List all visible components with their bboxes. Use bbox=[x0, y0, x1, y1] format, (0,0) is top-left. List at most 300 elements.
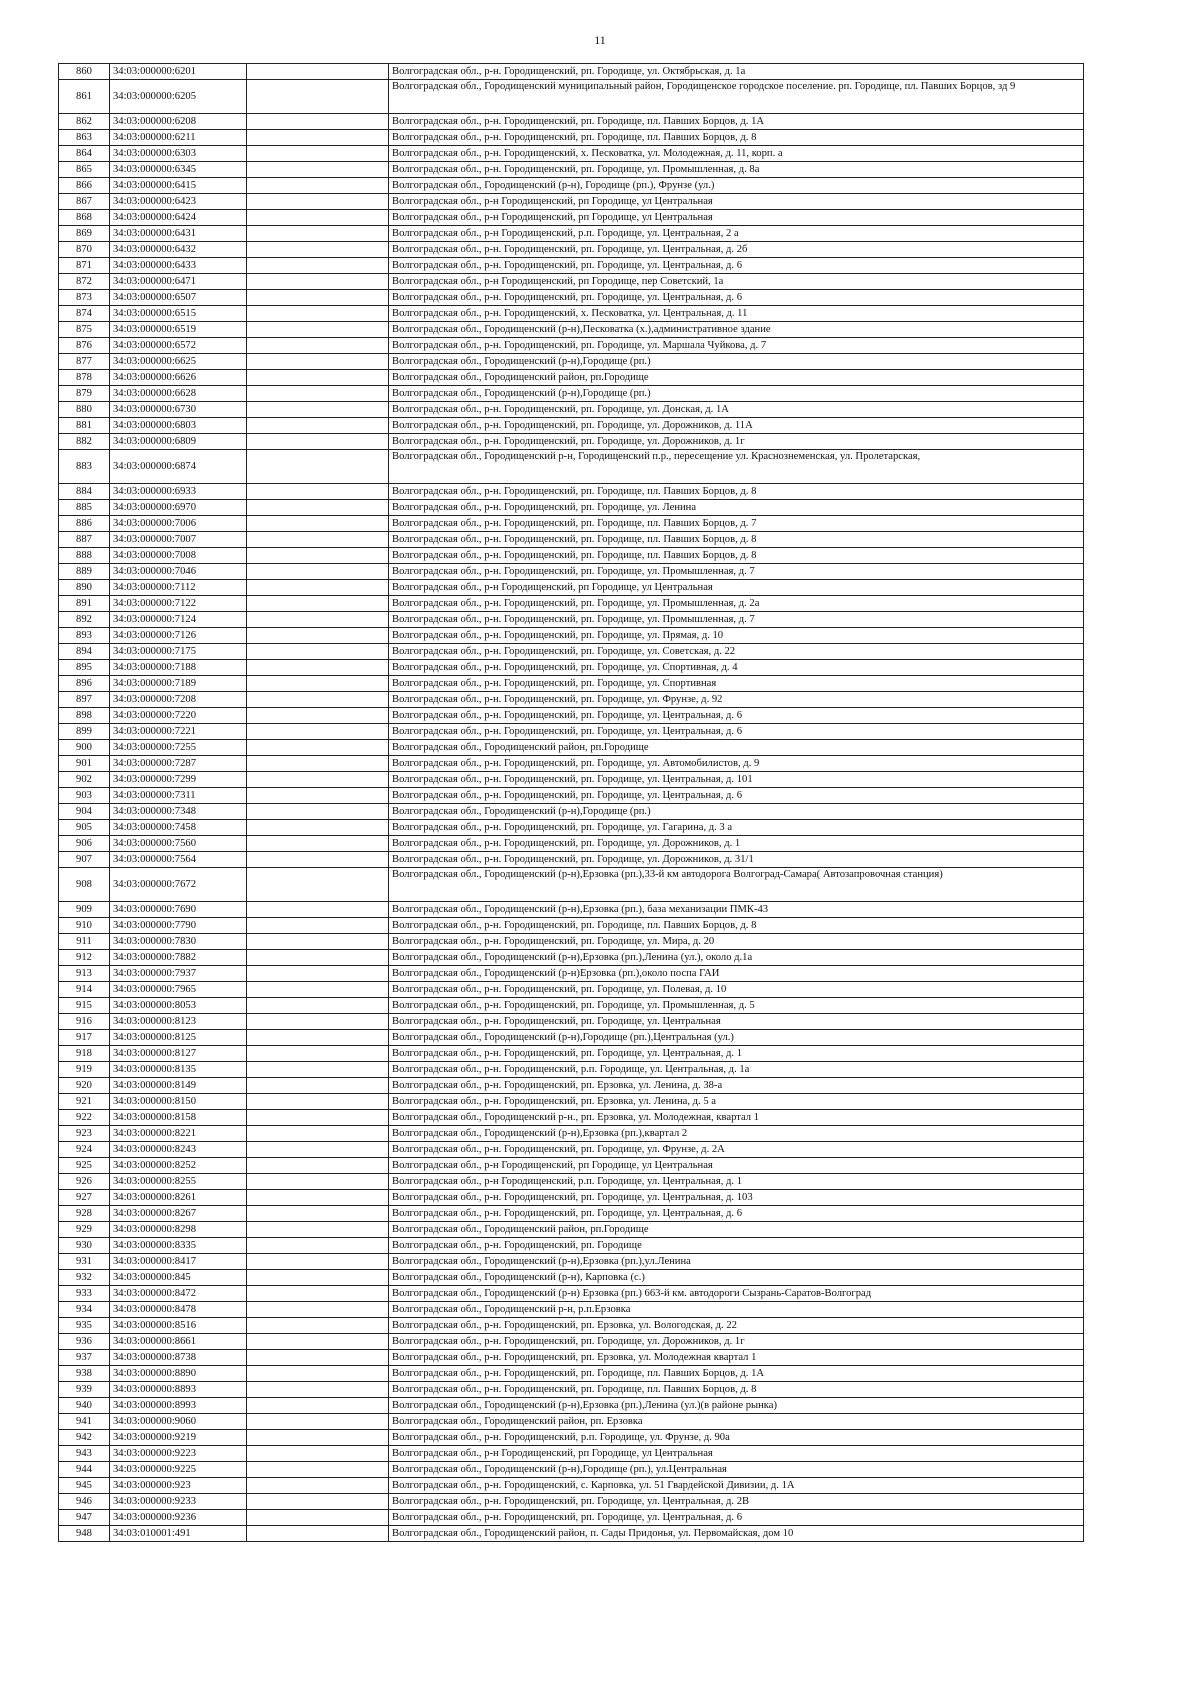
empty-cell bbox=[247, 1366, 389, 1382]
cadastral-number-cell: 34:03:000000:6626 bbox=[110, 370, 247, 386]
empty-cell bbox=[247, 1238, 389, 1254]
address-cell: Волгоградская обл., Городищенский (р-н), Городище (рп.), Фрунзе (ул.) bbox=[389, 178, 1084, 194]
cadastral-number-cell: 34:03:000000:8261 bbox=[110, 1190, 247, 1206]
cadastral-number-cell: 34:03:000000:8125 bbox=[110, 1030, 247, 1046]
empty-cell bbox=[247, 450, 389, 484]
cadastral-number-cell: 34:03:000000:8135 bbox=[110, 1062, 247, 1078]
table-row bbox=[59, 1494, 1084, 1510]
address-cell: Волгоградская обл., р-н. Городищенский, рп. Городище, пл. Павших Борцов, д. 8 bbox=[389, 918, 1084, 934]
table-row bbox=[59, 210, 1084, 226]
table-row bbox=[59, 1430, 1084, 1446]
cadastral-number-cell: 34:03:000000:6809 bbox=[110, 434, 247, 450]
address-cell: Волгоградская обл., р-н. Городищенский, рп. Городище, ул. Центральная, д. 6 bbox=[389, 258, 1084, 274]
empty-cell bbox=[247, 836, 389, 852]
row-number-cell: 915 bbox=[59, 998, 110, 1014]
cadastral-number-cell: 34:03:000000:8158 bbox=[110, 1110, 247, 1126]
address-cell: Волгоградская обл., р-н. Городищенский, рп. Городище, ул. Промышленная, д. 7 bbox=[389, 612, 1084, 628]
address-cell: Волгоградская обл., р-н. Городищенский, рп. Ерзовка, ул. Ленина, д. 38-а bbox=[389, 1078, 1084, 1094]
row-number-cell: 922 bbox=[59, 1110, 110, 1126]
cadastral-number-cell: 34:03:000000:923 bbox=[110, 1478, 247, 1494]
address-cell: Волгоградская обл., Городищенский (р-н) Ерзовка (рп.) 663-й км. автодороги Сызрань-Саратов-Волгоград bbox=[389, 1286, 1084, 1302]
cadastral-number-cell: 34:03:000000:9236 bbox=[110, 1510, 247, 1526]
cadastral-number-cell: 34:03:000000:8267 bbox=[110, 1206, 247, 1222]
empty-cell bbox=[247, 772, 389, 788]
table-row bbox=[59, 130, 1084, 146]
row-number-cell: 938 bbox=[59, 1366, 110, 1382]
table-row bbox=[59, 740, 1084, 756]
address-cell: Волгоградская обл., Городищенский (р-н),Ерзовка (рп.),Ленина (ул.)(в районе рынка) bbox=[389, 1398, 1084, 1414]
row-number-cell: 899 bbox=[59, 724, 110, 740]
cadastral-number-cell: 34:03:000000:7220 bbox=[110, 708, 247, 724]
cadastral-number-cell: 34:03:000000:7175 bbox=[110, 644, 247, 660]
row-number-cell: 943 bbox=[59, 1446, 110, 1462]
table-row bbox=[59, 836, 1084, 852]
address-cell: Волгоградская обл., р-н. Городищенский, х. Песковатка, ул. Молодежная, д. 11, корп. а bbox=[389, 146, 1084, 162]
empty-cell bbox=[247, 612, 389, 628]
address-cell: Волгоградская обл., Городищенский (р-н),Ерзовка (рп.),Ленина (ул.), около д.1а bbox=[389, 950, 1084, 966]
row-number-cell: 911 bbox=[59, 934, 110, 950]
empty-cell bbox=[247, 1478, 389, 1494]
cadastral-number-cell: 34:03:000000:7690 bbox=[110, 902, 247, 918]
address-cell: Волгоградская обл., р-н. Городищенский, рп. Городище, ул. Центральная, д. 6 bbox=[389, 1206, 1084, 1222]
table-row bbox=[59, 982, 1084, 998]
empty-cell bbox=[247, 1302, 389, 1318]
empty-cell bbox=[247, 1062, 389, 1078]
table-row bbox=[59, 162, 1084, 178]
row-number-cell: 879 bbox=[59, 386, 110, 402]
address-cell: Волгоградская обл., р-н. Городищенский, рп. Городище, ул. Прямая, д. 10 bbox=[389, 628, 1084, 644]
address-cell: Волгоградская обл., р-н. Городищенский, рп. Городище, ул. Дорожников, д. 11А bbox=[389, 418, 1084, 434]
row-number-cell: 931 bbox=[59, 1254, 110, 1270]
table-row bbox=[59, 966, 1084, 982]
row-number-cell: 887 bbox=[59, 532, 110, 548]
empty-cell bbox=[247, 692, 389, 708]
table-row bbox=[59, 1526, 1084, 1542]
table-row bbox=[59, 676, 1084, 692]
table-row bbox=[59, 1254, 1084, 1270]
table-row bbox=[59, 1446, 1084, 1462]
cadastral-number-cell: 34:03:000000:6730 bbox=[110, 402, 247, 418]
row-number-cell: 947 bbox=[59, 1510, 110, 1526]
cadastral-number-cell: 34:03:000000:8738 bbox=[110, 1350, 247, 1366]
empty-cell bbox=[247, 580, 389, 596]
address-cell: Волгоградская обл., Городищенский район, рп.Городище bbox=[389, 1222, 1084, 1238]
empty-cell bbox=[247, 1414, 389, 1430]
empty-cell bbox=[247, 1334, 389, 1350]
address-cell: Волгоградская обл., р-н. Городищенский, рп. Городище, ул. Фрунзе, д. 92 bbox=[389, 692, 1084, 708]
row-number-cell: 883 bbox=[59, 450, 110, 484]
cadastral-number-cell: 34:03:000000:8478 bbox=[110, 1302, 247, 1318]
address-cell: Волгоградская обл., Городищенский район, п. Сады Придонья, ул. Первомайская, дом 10 bbox=[389, 1526, 1084, 1542]
row-number-cell: 919 bbox=[59, 1062, 110, 1078]
cadastral-number-cell: 34:03:000000:6803 bbox=[110, 418, 247, 434]
empty-cell bbox=[247, 1446, 389, 1462]
cadastral-number-cell: 34:03:000000:7672 bbox=[110, 868, 247, 902]
cadastral-number-cell: 34:03:000000:8127 bbox=[110, 1046, 247, 1062]
address-cell: Волгоградская обл., Городищенский р-н, р.п.Ерзовка bbox=[389, 1302, 1084, 1318]
cadastral-number-cell: 34:03:000000:6628 bbox=[110, 386, 247, 402]
table-row bbox=[59, 178, 1084, 194]
empty-cell bbox=[247, 1270, 389, 1286]
table-row bbox=[59, 434, 1084, 450]
empty-cell bbox=[247, 1206, 389, 1222]
cadastral-number-cell: 34:03:000000:6874 bbox=[110, 450, 247, 484]
address-cell: Волгоградская обл., р-н. Городищенский, рп. Городище, ул. Центральная, д. 103 bbox=[389, 1190, 1084, 1206]
address-cell: Волгоградская обл., р-н. Городищенский, рп. Городище, ул. Фрунзе, д. 2А bbox=[389, 1142, 1084, 1158]
address-cell: Волгоградская обл., р-н. Городищенский, р.п. Городище, ул. Фрунзе, д. 90а bbox=[389, 1430, 1084, 1446]
empty-cell bbox=[247, 226, 389, 242]
address-cell: Волгоградская обл., Городищенский (р-н),Ерзовка (рп.), база механизации ПМК-43 bbox=[389, 902, 1084, 918]
row-number-cell: 934 bbox=[59, 1302, 110, 1318]
empty-cell bbox=[247, 258, 389, 274]
cadastral-number-cell: 34:03:000000:8255 bbox=[110, 1174, 247, 1190]
row-number-cell: 923 bbox=[59, 1126, 110, 1142]
cadastral-number-cell: 34:03:000000:7124 bbox=[110, 612, 247, 628]
cadastral-number-cell: 34:03:000000:6933 bbox=[110, 484, 247, 500]
address-cell: Волгоградская обл., р-н. Городищенский, рп. Городище, ул. Промышленная, д. 5 bbox=[389, 998, 1084, 1014]
row-number-cell: 864 bbox=[59, 146, 110, 162]
empty-cell bbox=[247, 1142, 389, 1158]
row-number-cell: 870 bbox=[59, 242, 110, 258]
row-number-cell: 940 bbox=[59, 1398, 110, 1414]
address-cell: Волгоградская обл., р-н. Городищенский, х. Песковатка, ул. Центральная, д. 11 bbox=[389, 306, 1084, 322]
address-cell: Волгоградская обл., р-н. Городищенский, рп. Городище, ул. Центральная, д. 6 bbox=[389, 724, 1084, 740]
cadastral-number-cell: 34:03:000000:8298 bbox=[110, 1222, 247, 1238]
cadastral-number-cell: 34:03:000000:7882 bbox=[110, 950, 247, 966]
table-row bbox=[59, 950, 1084, 966]
address-cell: Волгоградская обл., р-н. Городищенский, рп. Городище, ул. Дорожников, д. 1 bbox=[389, 836, 1084, 852]
cadastral-number-cell: 34:03:000000:6205 bbox=[110, 80, 247, 114]
empty-cell bbox=[247, 1158, 389, 1174]
table-row bbox=[59, 1222, 1084, 1238]
empty-cell bbox=[247, 194, 389, 210]
table-row bbox=[59, 1398, 1084, 1414]
table-row bbox=[59, 1350, 1084, 1366]
cadastral-number-cell: 34:03:000000:8252 bbox=[110, 1158, 247, 1174]
address-cell: Волгоградская обл., р-н. Городищенский, рп. Городище, ул. Полевая, д. 10 bbox=[389, 982, 1084, 998]
row-number-cell: 897 bbox=[59, 692, 110, 708]
row-number-cell: 906 bbox=[59, 836, 110, 852]
empty-cell bbox=[247, 724, 389, 740]
table-row bbox=[59, 64, 1084, 80]
table-row bbox=[59, 1190, 1084, 1206]
table-row bbox=[59, 1414, 1084, 1430]
table-row bbox=[59, 258, 1084, 274]
row-number-cell: 902 bbox=[59, 772, 110, 788]
row-number-cell: 925 bbox=[59, 1158, 110, 1174]
address-cell: Волгоградская обл., р-н Городищенский, рп Городище, ул Центральная bbox=[389, 194, 1084, 210]
empty-cell bbox=[247, 628, 389, 644]
row-number-cell: 907 bbox=[59, 852, 110, 868]
address-cell: Волгоградская обл., Городищенский район, рп.Городище bbox=[389, 740, 1084, 756]
cadastral-number-cell: 34:03:000000:7299 bbox=[110, 772, 247, 788]
cadastral-number-cell: 34:03:000000:7188 bbox=[110, 660, 247, 676]
cadastral-number-cell: 34:03:000000:7046 bbox=[110, 564, 247, 580]
cadastral-number-cell: 34:03:000000:6519 bbox=[110, 322, 247, 338]
row-number-cell: 894 bbox=[59, 644, 110, 660]
cadastral-number-cell: 34:03:000000:6431 bbox=[110, 226, 247, 242]
table-row bbox=[59, 644, 1084, 660]
empty-cell bbox=[247, 370, 389, 386]
empty-cell bbox=[247, 1190, 389, 1206]
row-number-cell: 924 bbox=[59, 1142, 110, 1158]
table-row bbox=[59, 500, 1084, 516]
address-cell: Волгоградская обл., Городищенский (р-н),Городище (рп.),Центральная (ул.) bbox=[389, 1030, 1084, 1046]
empty-cell bbox=[247, 434, 389, 450]
cadastral-number-cell: 34:03:000000:6572 bbox=[110, 338, 247, 354]
empty-cell bbox=[247, 146, 389, 162]
row-number-cell: 909 bbox=[59, 902, 110, 918]
table-row bbox=[59, 788, 1084, 804]
table-row bbox=[59, 1174, 1084, 1190]
empty-cell bbox=[247, 1174, 389, 1190]
row-number-cell: 920 bbox=[59, 1078, 110, 1094]
cadastral-number-cell: 34:03:000000:7311 bbox=[110, 788, 247, 804]
cadastral-number-cell: 34:03:010001:491 bbox=[110, 1526, 247, 1542]
cadastral-number-cell: 34:03:000000:7564 bbox=[110, 852, 247, 868]
address-cell: Волгоградская обл., р-н. Городищенский, с. Карповка, ул. 51 Гвардейской Дивизии, д. 1А bbox=[389, 1478, 1084, 1494]
empty-cell bbox=[247, 660, 389, 676]
cadastral-number-cell: 34:03:000000:8890 bbox=[110, 1366, 247, 1382]
row-number-cell: 867 bbox=[59, 194, 110, 210]
table-row bbox=[59, 1270, 1084, 1286]
address-cell: Волгоградская обл., Городищенский (р-н),Городище (рп.) bbox=[389, 804, 1084, 820]
table-row bbox=[59, 868, 1084, 902]
empty-cell bbox=[247, 402, 389, 418]
empty-cell bbox=[247, 306, 389, 322]
row-number-cell: 930 bbox=[59, 1238, 110, 1254]
row-number-cell: 884 bbox=[59, 484, 110, 500]
address-cell: Волгоградская обл., р-н. Городищенский, рп. Городище, пл. Павших Борцов, д. 8 bbox=[389, 130, 1084, 146]
address-cell: Волгоградская обл., р-н. Городищенский, рп. Городище, ул. Промышленная, д. 2а bbox=[389, 596, 1084, 612]
table-row bbox=[59, 1286, 1084, 1302]
table-row bbox=[59, 484, 1084, 500]
cadastral-number-cell: 34:03:000000:6424 bbox=[110, 210, 247, 226]
table-row bbox=[59, 1062, 1084, 1078]
table-row bbox=[59, 628, 1084, 644]
cadastral-number-cell: 34:03:000000:8150 bbox=[110, 1094, 247, 1110]
address-cell: Волгоградская обл., р-н Городищенский, рп Городище, пер Советский, 1а bbox=[389, 274, 1084, 290]
table-row bbox=[59, 532, 1084, 548]
cadastral-number-cell: 34:03:000000:7790 bbox=[110, 918, 247, 934]
empty-cell bbox=[247, 918, 389, 934]
cadastral-number-cell: 34:03:000000:7006 bbox=[110, 516, 247, 532]
empty-cell bbox=[247, 532, 389, 548]
cadastral-number-cell: 34:03:000000:8472 bbox=[110, 1286, 247, 1302]
row-number-cell: 921 bbox=[59, 1094, 110, 1110]
empty-cell bbox=[247, 820, 389, 836]
cadastral-number-cell: 34:03:000000:8661 bbox=[110, 1334, 247, 1350]
row-number-cell: 869 bbox=[59, 226, 110, 242]
row-number-cell: 898 bbox=[59, 708, 110, 724]
empty-cell bbox=[247, 1350, 389, 1366]
table-row bbox=[59, 1238, 1084, 1254]
empty-cell bbox=[247, 1222, 389, 1238]
address-cell: Волгоградская обл., р-н. Городищенский, рп. Городище, ул. Дорожников, д. 31/1 bbox=[389, 852, 1084, 868]
table-row bbox=[59, 1318, 1084, 1334]
row-number-cell: 905 bbox=[59, 820, 110, 836]
address-cell: Волгоградская обл., р-н. Городищенский, рп. Городище, ул. Центральная bbox=[389, 1014, 1084, 1030]
row-number-cell: 862 bbox=[59, 114, 110, 130]
empty-cell bbox=[247, 386, 389, 402]
address-cell: Волгоградская обл., р-н. Городищенский, рп. Городище, пл. Павших Борцов, д. 1А bbox=[389, 114, 1084, 130]
address-cell: Волгоградская обл., р-н. Городищенский, рп. Городище, ул. Промышленная, д. 8а bbox=[389, 162, 1084, 178]
table-row bbox=[59, 1158, 1084, 1174]
table-row bbox=[59, 820, 1084, 836]
address-cell: Волгоградская обл., р-н. Городищенский, рп. Городище, ул. Центральная, д. 6 bbox=[389, 708, 1084, 724]
empty-cell bbox=[247, 1286, 389, 1302]
address-cell: Волгоградская обл., Городищенский (р-н),Ерзовка (рп.),ул.Ленина bbox=[389, 1254, 1084, 1270]
address-cell: Волгоградская обл., Городищенский район, рп.Городище bbox=[389, 370, 1084, 386]
empty-cell bbox=[247, 788, 389, 804]
table-row bbox=[59, 1046, 1084, 1062]
cadastral-number-cell: 34:03:000000:8053 bbox=[110, 998, 247, 1014]
row-number-cell: 944 bbox=[59, 1462, 110, 1478]
table-row bbox=[59, 1510, 1084, 1526]
row-number-cell: 929 bbox=[59, 1222, 110, 1238]
row-number-cell: 914 bbox=[59, 982, 110, 998]
table-row bbox=[59, 1206, 1084, 1222]
empty-cell bbox=[247, 950, 389, 966]
empty-cell bbox=[247, 80, 389, 114]
cadastral-number-cell: 34:03:000000:6208 bbox=[110, 114, 247, 130]
cadastral-number-cell: 34:03:000000:8243 bbox=[110, 1142, 247, 1158]
empty-cell bbox=[247, 868, 389, 902]
table-row bbox=[59, 724, 1084, 740]
cadastral-number-cell: 34:03:000000:7221 bbox=[110, 724, 247, 740]
cadastral-number-cell: 34:03:000000:7287 bbox=[110, 756, 247, 772]
row-number-cell: 878 bbox=[59, 370, 110, 386]
table-row bbox=[59, 1462, 1084, 1478]
table-row bbox=[59, 242, 1084, 258]
row-number-cell: 908 bbox=[59, 868, 110, 902]
cadastral-number-cell: 34:03:000000:9219 bbox=[110, 1430, 247, 1446]
row-number-cell: 876 bbox=[59, 338, 110, 354]
row-number-cell: 913 bbox=[59, 966, 110, 982]
table-row bbox=[59, 1094, 1084, 1110]
table-row bbox=[59, 548, 1084, 564]
table-row bbox=[59, 1366, 1084, 1382]
empty-cell bbox=[247, 708, 389, 724]
row-number-cell: 927 bbox=[59, 1190, 110, 1206]
table-row bbox=[59, 1030, 1084, 1046]
row-number-cell: 933 bbox=[59, 1286, 110, 1302]
empty-cell bbox=[247, 1110, 389, 1126]
empty-cell bbox=[247, 322, 389, 338]
address-cell: Волгоградская обл., р-н Городищенский, рп Городище, ул Центральная bbox=[389, 210, 1084, 226]
address-cell: Волгоградская обл., р-н. Городищенский, рп. Городище, пл. Павших Борцов, д. 7 bbox=[389, 516, 1084, 532]
row-number-cell: 945 bbox=[59, 1478, 110, 1494]
empty-cell bbox=[247, 210, 389, 226]
cadastral-number-cell: 34:03:000000:6507 bbox=[110, 290, 247, 306]
cadastral-number-cell: 34:03:000000:8149 bbox=[110, 1078, 247, 1094]
address-cell: Волгоградская обл., р-н. Городищенский, рп. Городище, ул. Центральная, д. 2В bbox=[389, 1494, 1084, 1510]
cadastral-number-cell: 34:03:000000:6625 bbox=[110, 354, 247, 370]
table-row bbox=[59, 902, 1084, 918]
address-cell: Волгоградская обл., Городищенский район, рп. Ерзовка bbox=[389, 1414, 1084, 1430]
empty-cell bbox=[247, 1494, 389, 1510]
row-number-cell: 886 bbox=[59, 516, 110, 532]
empty-cell bbox=[247, 1094, 389, 1110]
empty-cell bbox=[247, 1046, 389, 1062]
address-cell: Волгоградская обл., р-н. Городищенский, рп. Городище, ул. Гагарина, д. 3 а bbox=[389, 820, 1084, 836]
empty-cell bbox=[247, 804, 389, 820]
table-row bbox=[59, 1382, 1084, 1398]
row-number-cell: 918 bbox=[59, 1046, 110, 1062]
cadastral-number-cell: 34:03:000000:7122 bbox=[110, 596, 247, 612]
table-row bbox=[59, 322, 1084, 338]
cadastral-number-cell: 34:03:000000:7937 bbox=[110, 966, 247, 982]
empty-cell bbox=[247, 242, 389, 258]
row-number-cell: 865 bbox=[59, 162, 110, 178]
address-cell: Волгоградская обл., Городищенский р-н., рп. Ерзовка, ул. Молодежная, квартал 1 bbox=[389, 1110, 1084, 1126]
cadastral-number-cell: 34:03:000000:9225 bbox=[110, 1462, 247, 1478]
table-row bbox=[59, 354, 1084, 370]
row-number-cell: 881 bbox=[59, 418, 110, 434]
address-cell: Волгоградская обл., р-н. Городищенский, рп. Городище, ул. Дорожников, д. 1г bbox=[389, 434, 1084, 450]
row-number-cell: 872 bbox=[59, 274, 110, 290]
row-number-cell: 896 bbox=[59, 676, 110, 692]
table-row bbox=[59, 756, 1084, 772]
cadastral-number-cell: 34:03:000000:7560 bbox=[110, 836, 247, 852]
address-cell: Волгоградская обл., Городищенский р-н, Городищенский п.р., пересещение ул. Краснознеменская, ул. Пролетарская, bbox=[389, 450, 1084, 484]
empty-cell bbox=[247, 1526, 389, 1542]
row-number-cell: 935 bbox=[59, 1318, 110, 1334]
empty-cell bbox=[247, 162, 389, 178]
address-cell: Волгоградская обл., Городищенский (р-н),Городище (рп.), ул.Центральная bbox=[389, 1462, 1084, 1478]
address-cell: Волгоградская обл., р-н. Городищенский, рп. Городище, ул. Советская, д. 22 bbox=[389, 644, 1084, 660]
empty-cell bbox=[247, 130, 389, 146]
row-number-cell: 890 bbox=[59, 580, 110, 596]
address-cell: Волгоградская обл., Городищенский (р-н), Карповка (с.) bbox=[389, 1270, 1084, 1286]
address-cell: Волгоградская обл., р-н. Городищенский, рп. Городище, пл. Павших Борцов, д. 8 bbox=[389, 484, 1084, 500]
row-number-cell: 866 bbox=[59, 178, 110, 194]
table-row bbox=[59, 804, 1084, 820]
table-row bbox=[59, 612, 1084, 628]
row-number-cell: 939 bbox=[59, 1382, 110, 1398]
table-row bbox=[59, 274, 1084, 290]
table-row bbox=[59, 450, 1084, 484]
row-number-cell: 912 bbox=[59, 950, 110, 966]
row-number-cell: 942 bbox=[59, 1430, 110, 1446]
row-number-cell: 891 bbox=[59, 596, 110, 612]
address-cell: Волгоградская обл., р-н. Городищенский, рп. Городище, ул. Ленина bbox=[389, 500, 1084, 516]
cadastral-number-cell: 34:03:000000:8335 bbox=[110, 1238, 247, 1254]
empty-cell bbox=[247, 966, 389, 982]
table-row bbox=[59, 370, 1084, 386]
cadastral-number-cell: 34:03:000000:6471 bbox=[110, 274, 247, 290]
row-number-cell: 895 bbox=[59, 660, 110, 676]
row-number-cell: 946 bbox=[59, 1494, 110, 1510]
cadastral-number-cell: 34:03:000000:6211 bbox=[110, 130, 247, 146]
table-row bbox=[59, 146, 1084, 162]
empty-cell bbox=[247, 1078, 389, 1094]
table-row bbox=[59, 1478, 1084, 1494]
address-cell: Волгоградская обл., р-н. Городищенский, рп. Городище, пл. Павших Борцов, д. 1А bbox=[389, 1366, 1084, 1382]
cadastral-number-cell: 34:03:000000:9060 bbox=[110, 1414, 247, 1430]
empty-cell bbox=[247, 274, 389, 290]
row-number-cell: 877 bbox=[59, 354, 110, 370]
row-number-cell: 928 bbox=[59, 1206, 110, 1222]
table-row bbox=[59, 338, 1084, 354]
empty-cell bbox=[247, 596, 389, 612]
cadastral-number-cell: 34:03:000000:7112 bbox=[110, 580, 247, 596]
empty-cell bbox=[247, 1030, 389, 1046]
table-row bbox=[59, 1014, 1084, 1030]
address-cell: Волгоградская обл., р-н. Городищенский, рп. Городище bbox=[389, 1238, 1084, 1254]
address-cell: Волгоградская обл., р-н Городищенский, р.п. Городище, ул. Центральная, 2 а bbox=[389, 226, 1084, 242]
row-number-cell: 936 bbox=[59, 1334, 110, 1350]
